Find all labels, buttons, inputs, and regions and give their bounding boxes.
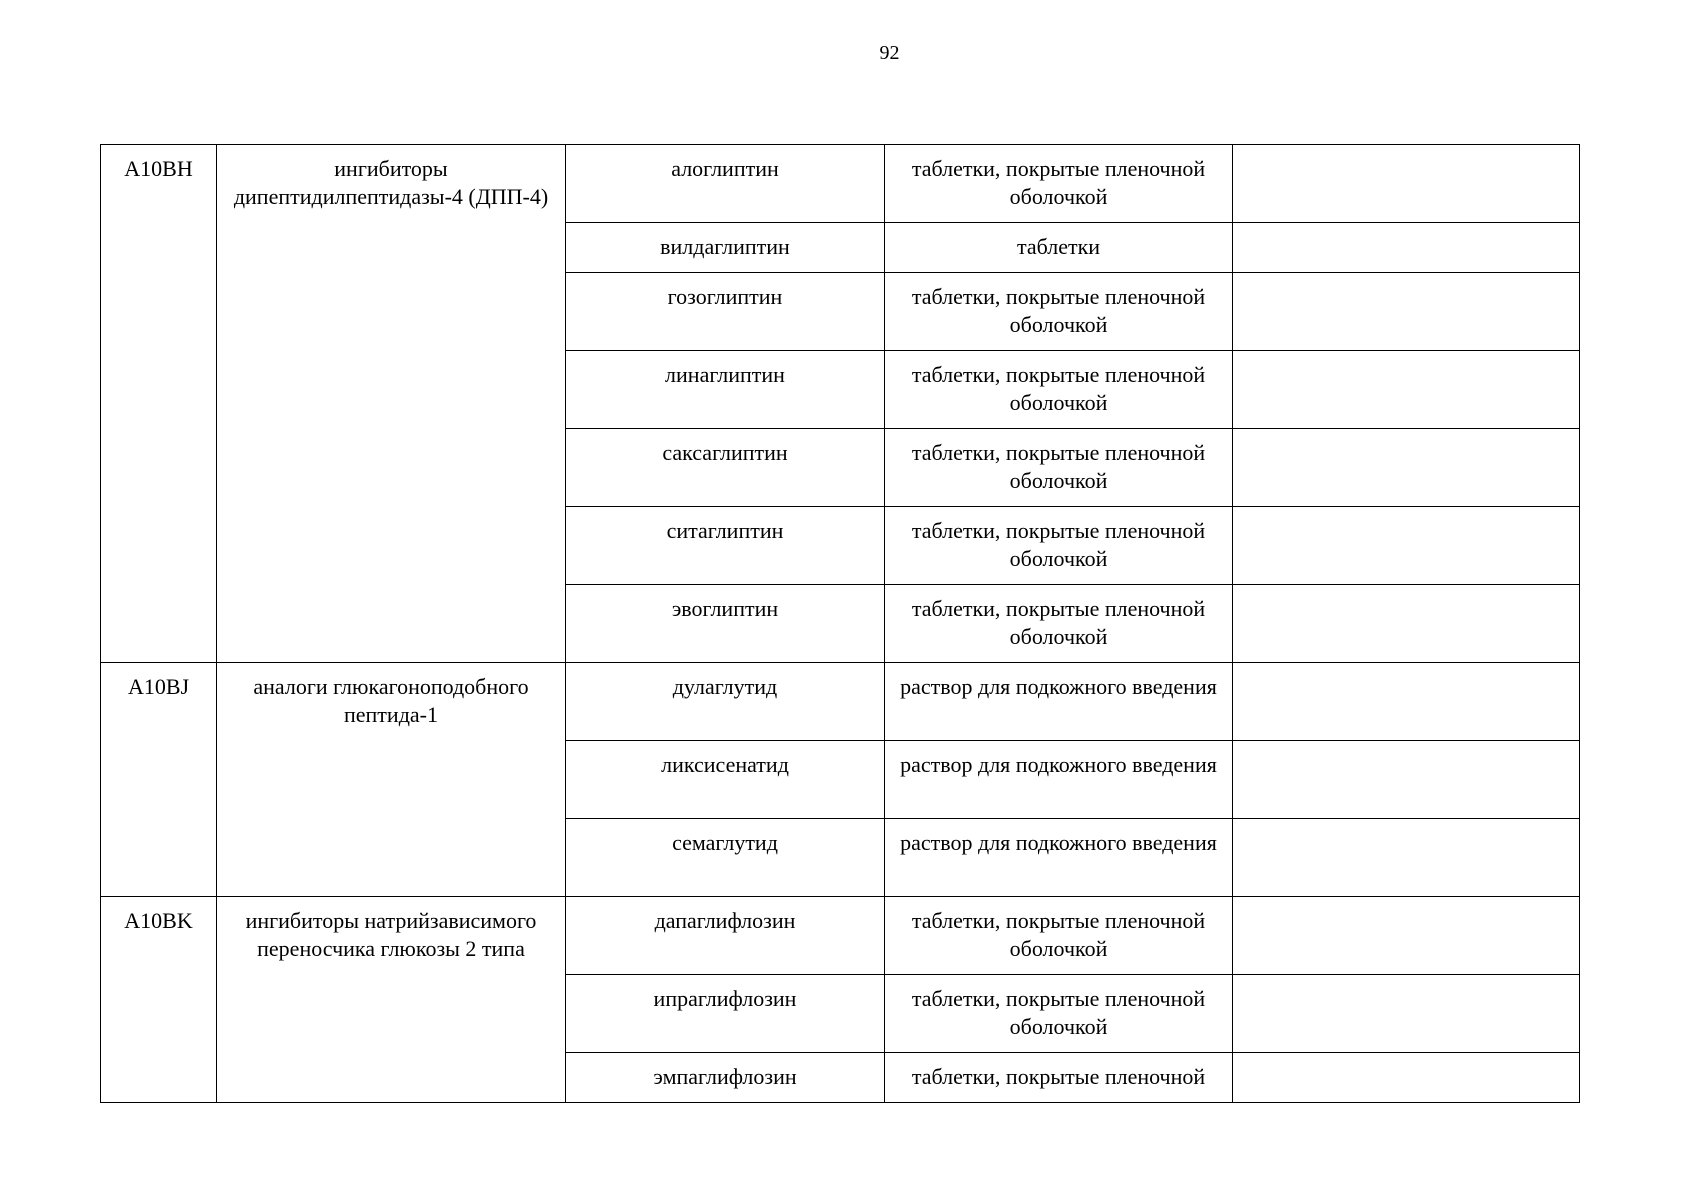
drug-name-cell: вилдаглиптин <box>566 223 885 273</box>
atc-code-cell: A10BJ <box>101 663 217 897</box>
table-row <box>101 663 1580 741</box>
drug-name-cell: саксаглиптин <box>566 429 885 507</box>
dosage-form-cell: таблетки, покрытые пленочной оболочкой <box>885 897 1233 975</box>
empty-cell <box>1233 507 1580 585</box>
dosage-form-cell: таблетки, покрытые пленочной оболочкой <box>885 585 1233 663</box>
dosage-form-cell: таблетки, покрытые пленочной оболочкой <box>885 975 1233 1053</box>
page-number: 92 <box>879 42 900 64</box>
dosage-form-cell: раствор для подкожного введения <box>885 819 1233 897</box>
atc-code-cell: A10BH <box>101 145 217 663</box>
empty-cell <box>1233 897 1580 975</box>
drug-name-cell: дулаглутид <box>566 663 885 741</box>
empty-cell <box>1233 975 1580 1053</box>
empty-cell <box>1233 741 1580 819</box>
table-row <box>101 145 1580 223</box>
drug-name-cell: семаглутид <box>566 819 885 897</box>
empty-cell <box>1233 429 1580 507</box>
drug-name-cell: эмпаглифлозин <box>566 1053 885 1103</box>
drug-name-cell: гозоглиптин <box>566 273 885 351</box>
drug-name-cell: ликсисенатид <box>566 741 885 819</box>
empty-cell <box>1233 223 1580 273</box>
dosage-form-cell: раствор для подкожного введения <box>885 741 1233 819</box>
empty-cell <box>1233 819 1580 897</box>
drug-name-cell: линаглиптин <box>566 351 885 429</box>
empty-cell <box>1233 145 1580 223</box>
dosage-form-cell: таблетки, покрытые пленочной оболочкой <box>885 429 1233 507</box>
drug-name-cell: эвоглиптин <box>566 585 885 663</box>
empty-cell <box>1233 1053 1580 1103</box>
dosage-form-cell: таблетки, покрытые пленочной оболочкой <box>885 351 1233 429</box>
empty-cell <box>1233 273 1580 351</box>
dosage-form-cell: таблетки <box>885 223 1233 273</box>
dosage-form-cell: таблетки, покрытые пленочной оболочкой <box>885 145 1233 223</box>
empty-cell <box>1233 663 1580 741</box>
dosage-form-cell: таблетки, покрытые пленочной оболочкой <box>885 507 1233 585</box>
dosage-form-cell: таблетки, покрытые пленочной <box>885 1053 1233 1103</box>
drug-table <box>100 144 1580 1103</box>
empty-cell <box>1233 351 1580 429</box>
drug-name-cell: алоглиптин <box>566 145 885 223</box>
drug-name-cell: дапаглифлозин <box>566 897 885 975</box>
drug-name-cell: ипраглифлозин <box>566 975 885 1053</box>
drug-name-cell: ситаглиптин <box>566 507 885 585</box>
table-row <box>101 897 1580 975</box>
group-name-cell: ингибиторы натрийзависимого переносчика глюкозы 2 типа <box>217 897 566 1103</box>
empty-cell <box>1233 585 1580 663</box>
group-name-cell: ингибиторы дипептидилпептидазы-4 (ДПП-4) <box>217 145 566 663</box>
dosage-form-cell: раствор для подкожного введения <box>885 663 1233 741</box>
atc-code-cell: A10BK <box>101 897 217 1103</box>
group-name-cell: аналоги глюкагоноподобного пептида-1 <box>217 663 566 897</box>
dosage-form-cell: таблетки, покрытые пленочной оболочкой <box>885 273 1233 351</box>
